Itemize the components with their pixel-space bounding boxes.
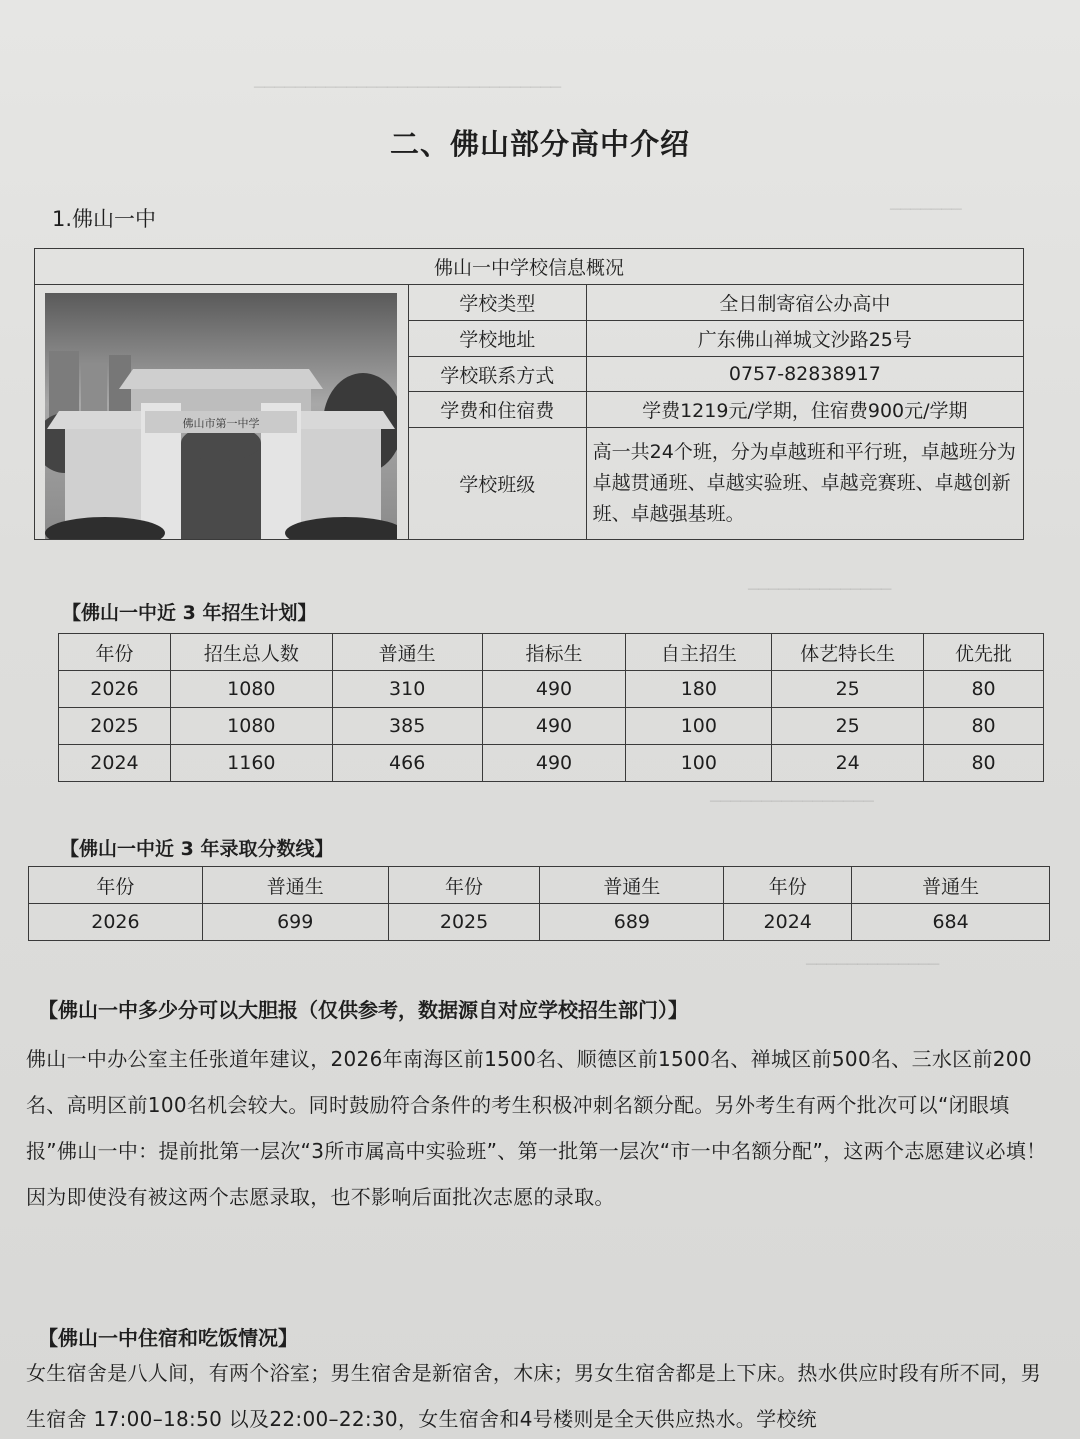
table-cell: 80 (924, 671, 1044, 708)
table-cell: 699 (202, 904, 388, 941)
column-header: 年份 (724, 867, 852, 904)
dorm-heading: 【佛山一中住宿和吃饭情况】 (38, 1326, 298, 1350)
info-label: 学校联系方式 (408, 356, 586, 392)
column-header: 普通生 (540, 867, 724, 904)
info-label: 学校类型 (408, 285, 586, 321)
school-gate-illustration (45, 293, 397, 539)
school-gate-photo (45, 293, 397, 539)
table-cell: 24 (772, 745, 924, 782)
info-table-caption: 佛山一中学校信息概况 (35, 249, 1024, 285)
column-header: 年份 (29, 867, 203, 904)
bleed-through-text: ─────── (890, 200, 962, 220)
table-cell: 2024 (724, 904, 852, 941)
table-cell: 2025 (59, 708, 171, 745)
table-cell: 689 (540, 904, 724, 941)
table-cell: 25 (772, 708, 924, 745)
info-value-classes: 高一共24个班，分为卓越班和平行班，卓越班分为卓越贯通班、卓越实验班、卓越竞赛班、卓越创新班、卓越强基班。 (586, 428, 1023, 540)
column-header: 年份 (388, 867, 540, 904)
table-row (59, 708, 1044, 745)
table-cell: 100 (626, 708, 772, 745)
dorm-paragraph: 女生宿舍是八人间，有两个浴室；男生宿舍是新宿舍，木床；男女生宿舍都是上下床。热水供应时段有所不同，男生宿舍 17:00–18:50 以及22:00–22:30，女生宿舍和4号楼则是全天供应热水。学校统 (26, 1361, 1041, 1431)
table-cell: 1080 (170, 708, 332, 745)
info-label: 学费和住宿费 (408, 392, 586, 428)
table-header-row (29, 867, 1050, 904)
info-value: 学费1219元/学期，住宿费900元/学期 (586, 392, 1023, 428)
admission-score-table (28, 866, 1050, 941)
table-cell: 490 (482, 745, 626, 782)
table-cell: 1080 (170, 671, 332, 708)
column-header: 年份 (59, 634, 171, 671)
bleed-through-text: ────────────────────────────── (254, 78, 562, 98)
plan-heading: 【佛山一中近 3 年招生计划】 (62, 602, 317, 624)
table-cell: 180 (626, 671, 772, 708)
column-header: 优先批 (924, 634, 1044, 671)
school-photo-cell (35, 285, 409, 540)
info-value: 全日制寄宿公办高中 (586, 285, 1023, 321)
column-header: 自主招生 (626, 634, 772, 671)
info-label: 学校地址 (408, 320, 586, 356)
table-cell: 1160 (170, 745, 332, 782)
table-cell: 2025 (388, 904, 540, 941)
table-row (59, 745, 1044, 782)
table-cell: 2024 (59, 745, 171, 782)
table-cell: 466 (332, 745, 482, 782)
bleed-through-text: ──────────────── (710, 792, 874, 812)
school-info-table (34, 248, 1024, 540)
gate-sign-text: 佛山市第一中学 (182, 417, 260, 430)
table-header-row (59, 634, 1044, 671)
column-header: 体艺特长生 (772, 634, 924, 671)
table-cell: 100 (626, 745, 772, 782)
advice-paragraph: 佛山一中办公室主任张道年建议，2026年南海区前1500名、顺德区前1500名、禅城区前500名、三水区前200名、高明区前100名机会较大。同时鼓励符合条件的考生积极冲刺名额分配。另外考生有两个批次可以“闭眼填报”佛山一中：提前批第一层次“3所市属高中实验班”、第一批第一层次“市一中名额分配”，这两个志愿建议必填！ 因为即使没有被这两个志愿录取，也不影响后面批次志愿的录取。 (26, 1047, 1047, 1209)
table-cell: 2026 (59, 671, 171, 708)
scores-heading: 【佛山一中近 3 年录取分数线】 (60, 838, 334, 860)
page-title: 二、佛山部分高中介绍 (389, 127, 690, 161)
enrollment-plan-table (58, 633, 1044, 782)
table-cell: 490 (482, 708, 626, 745)
table-cell: 2026 (29, 904, 203, 941)
column-header: 普通生 (332, 634, 482, 671)
table-cell: 25 (772, 671, 924, 708)
column-header: 招生总人数 (170, 634, 332, 671)
info-value: 0757-82838917 (586, 356, 1023, 392)
column-header: 普通生 (202, 867, 388, 904)
table-row (59, 671, 1044, 708)
section-title: 1.佛山一中 (52, 207, 157, 231)
info-value: 广东佛山禅城文沙路25号 (586, 320, 1023, 356)
table-cell: 80 (924, 745, 1044, 782)
table-cell: 80 (924, 708, 1044, 745)
advice-heading: 【佛山一中多少分可以大胆报（仅供参考，数据源自对应学校招生部门）】 (38, 998, 688, 1022)
table-cell: 310 (332, 671, 482, 708)
bleed-through-text: ───────────── (806, 955, 940, 975)
column-header: 指标生 (482, 634, 626, 671)
info-label: 学校班级 (408, 428, 586, 540)
table-cell: 490 (482, 671, 626, 708)
bleed-through-text: ────────────── (748, 580, 892, 600)
table-cell: 385 (332, 708, 482, 745)
column-header: 普通生 (852, 867, 1050, 904)
table-row (29, 904, 1050, 941)
table-cell: 684 (852, 904, 1050, 941)
